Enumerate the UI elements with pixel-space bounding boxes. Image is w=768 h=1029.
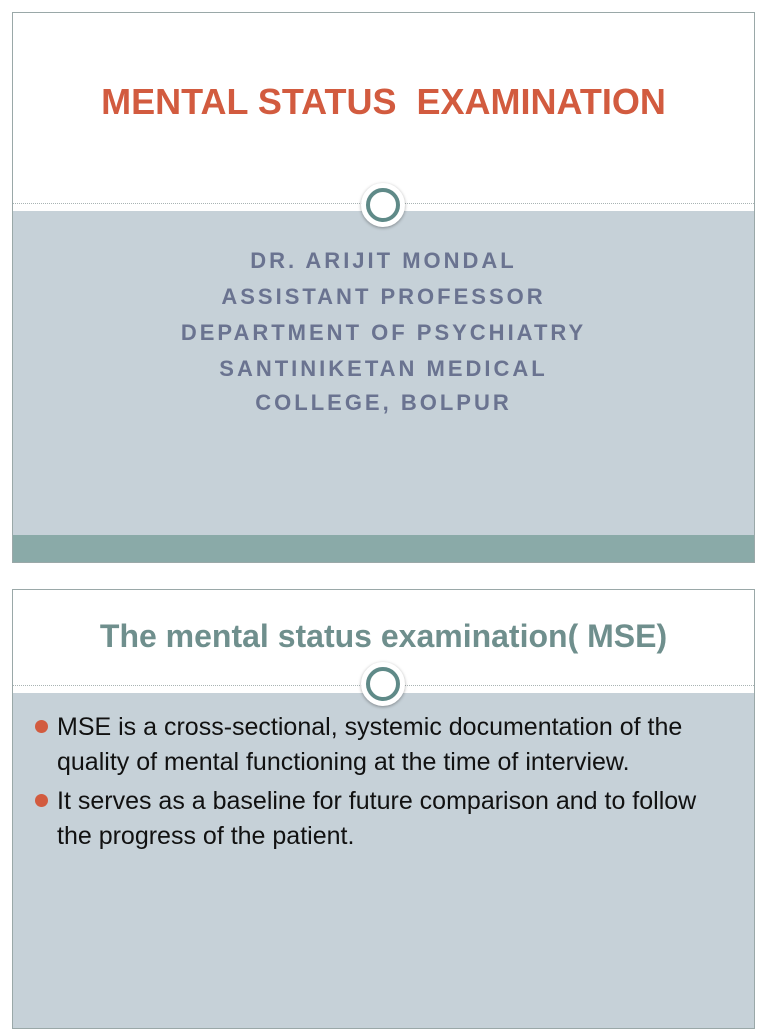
author-position: ASSISTANT PROFESSOR xyxy=(221,284,546,309)
title-area xyxy=(13,13,754,203)
author-block xyxy=(13,243,754,418)
content-slide xyxy=(12,589,755,1029)
title-slide xyxy=(12,12,755,563)
bullet-list xyxy=(33,710,736,858)
bullet-text: It serves as a baseline for future comparison and to follow the progress of the patient. xyxy=(57,787,697,850)
section-title: The mental status examination( MSE) xyxy=(99,618,668,654)
filled-circle-bullet-icon xyxy=(35,720,48,733)
ring-circle-icon xyxy=(361,662,405,706)
bullet-text: MSE is a cross-sectional, systemic documentation of the quality of mental functioning at the time of interview. xyxy=(57,713,683,776)
ring-circle-icon xyxy=(361,183,405,227)
filled-circle-bullet-icon xyxy=(35,794,48,807)
author-name: DR. ARIJIT MONDAL xyxy=(250,248,517,273)
slide-title: MENTAL STATUS EXAMINATION xyxy=(101,81,666,122)
list-item xyxy=(33,784,736,854)
author-institution-line2: COLLEGE, BOLPUR xyxy=(255,390,512,415)
list-item xyxy=(33,710,736,780)
footer-band xyxy=(13,535,754,562)
author-institution-line1: SANTINIKETAN MEDICAL xyxy=(219,356,548,381)
author-department: DEPARTMENT OF PSYCHIATRY xyxy=(180,320,587,345)
